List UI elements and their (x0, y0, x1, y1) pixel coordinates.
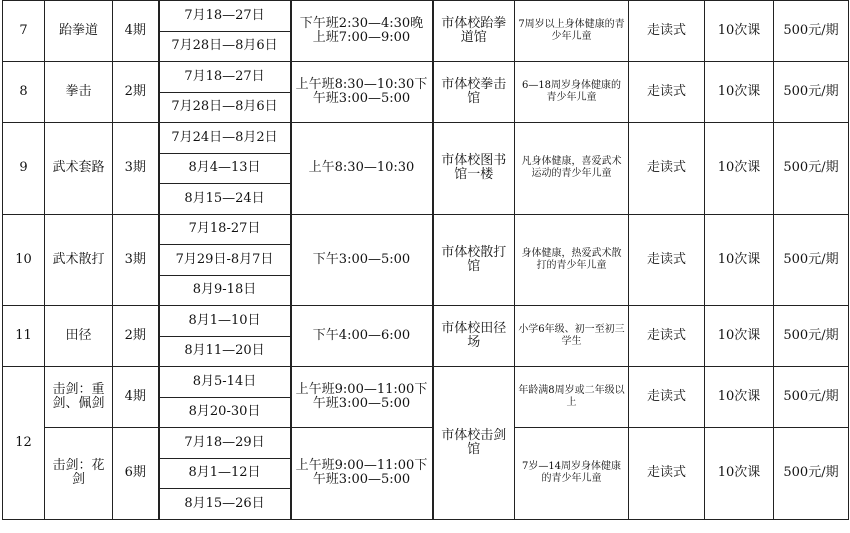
row-number: 12 (3, 367, 45, 520)
study-mode: 走读式 (629, 214, 705, 306)
price: 500元/期 (774, 123, 849, 215)
date-range: 8月15—24日 (159, 184, 291, 215)
venue: 市体校散打馆 (433, 214, 515, 306)
sport-name: 拳击 (45, 62, 113, 123)
price: 500元/期 (774, 306, 849, 367)
venue: 市体校图书馆一楼 (433, 123, 515, 215)
period-count: 6期 (113, 428, 159, 520)
class-time: 下午3:00—5:00 (291, 214, 433, 306)
table-row (3, 428, 849, 459)
row-number: 10 (3, 214, 45, 306)
sport-name: 田径 (45, 306, 113, 367)
schedule-table (2, 0, 849, 520)
target-group: 身体健康，热爱武术散打的青少年儿童 (515, 214, 629, 306)
lesson-count: 10次课 (705, 428, 774, 520)
date-range: 8月1—10日 (159, 306, 291, 337)
class-time: 上午班9:00—11:00下午班3:00—5:00 (291, 428, 433, 520)
date-range: 7月18—27日 (159, 62, 291, 93)
study-mode: 走读式 (629, 306, 705, 367)
lesson-count: 10次课 (705, 62, 774, 123)
lesson-count: 10次课 (705, 214, 774, 306)
period-count: 4期 (113, 1, 159, 62)
row-number: 9 (3, 123, 45, 215)
sport-name: 武术套路 (45, 123, 113, 215)
table-row (3, 214, 849, 245)
target-group: 凡身体健康，喜爱武术运动的青少年儿童 (515, 123, 629, 215)
venue: 市体校拳击馆 (433, 62, 515, 123)
date-range: 7月18—27日 (159, 1, 291, 32)
date-range: 8月15—26日 (159, 489, 291, 520)
date-range: 7月18-27日 (159, 214, 291, 245)
sport-name: 跆拳道 (45, 1, 113, 62)
row-number: 11 (3, 306, 45, 367)
date-range: 8月20-30日 (159, 397, 291, 428)
class-time: 下午班2:30—4:30晚上班7:00—9:00 (291, 1, 433, 62)
table-row (3, 367, 849, 398)
class-time: 上午班9:00—11:00下午班3:00—5:00 (291, 367, 433, 428)
date-range: 8月5-14日 (159, 367, 291, 398)
venue: 市体校跆拳道馆 (433, 1, 515, 62)
sport-name: 武术散打 (45, 214, 113, 306)
date-range: 8月4—13日 (159, 153, 291, 184)
target-group: 年龄满8周岁或二年级以上 (515, 367, 629, 428)
table-row (3, 1, 849, 32)
target-group: 6—18周岁身体健康的青少年儿童 (515, 62, 629, 123)
target-group: 7周岁以上身体健康的青少年儿童 (515, 1, 629, 62)
study-mode: 走读式 (629, 62, 705, 123)
class-time: 上午8:30—10:30 (291, 123, 433, 215)
date-range: 7月24日—8月2日 (159, 123, 291, 154)
date-range: 8月9-18日 (159, 275, 291, 306)
study-mode: 走读式 (629, 1, 705, 62)
study-mode: 走读式 (629, 428, 705, 520)
lesson-count: 10次课 (705, 367, 774, 428)
date-range: 7月18—29日 (159, 428, 291, 459)
price: 500元/期 (774, 1, 849, 62)
period-count: 4期 (113, 367, 159, 428)
period-count: 3期 (113, 123, 159, 215)
table-row (3, 123, 849, 154)
table-row (3, 306, 849, 337)
class-time: 上午班8:30—10:30下午班3:00—5:00 (291, 62, 433, 123)
price: 500元/期 (774, 428, 849, 520)
target-group: 7岁—14周岁身体健康的青少年儿童 (515, 428, 629, 520)
lesson-count: 10次课 (705, 1, 774, 62)
row-number: 7 (3, 1, 45, 62)
sport-name: 击剑：花剑 (45, 428, 113, 520)
table-body (3, 1, 849, 520)
venue: 市体校田径场 (433, 306, 515, 367)
date-range: 7月28日—8月6日 (159, 31, 291, 62)
target-group: 小学6年级、初一至初三学生 (515, 306, 629, 367)
lesson-count: 10次课 (705, 306, 774, 367)
date-range: 7月29日-8月7日 (159, 245, 291, 276)
row-number: 8 (3, 62, 45, 123)
class-time: 下午4:00—6:00 (291, 306, 433, 367)
sport-name: 击剑：重剑、佩剑 (45, 367, 113, 428)
period-count: 2期 (113, 306, 159, 367)
study-mode: 走读式 (629, 367, 705, 428)
price: 500元/期 (774, 62, 849, 123)
date-range: 8月11—20日 (159, 336, 291, 367)
period-count: 3期 (113, 214, 159, 306)
date-range: 7月28日—8月6日 (159, 92, 291, 123)
price: 500元/期 (774, 367, 849, 428)
venue: 市体校击剑馆 (433, 367, 515, 520)
study-mode: 走读式 (629, 123, 705, 215)
table-row (3, 62, 849, 93)
period-count: 2期 (113, 62, 159, 123)
lesson-count: 10次课 (705, 123, 774, 215)
price: 500元/期 (774, 214, 849, 306)
date-range: 8月1—12日 (159, 458, 291, 489)
